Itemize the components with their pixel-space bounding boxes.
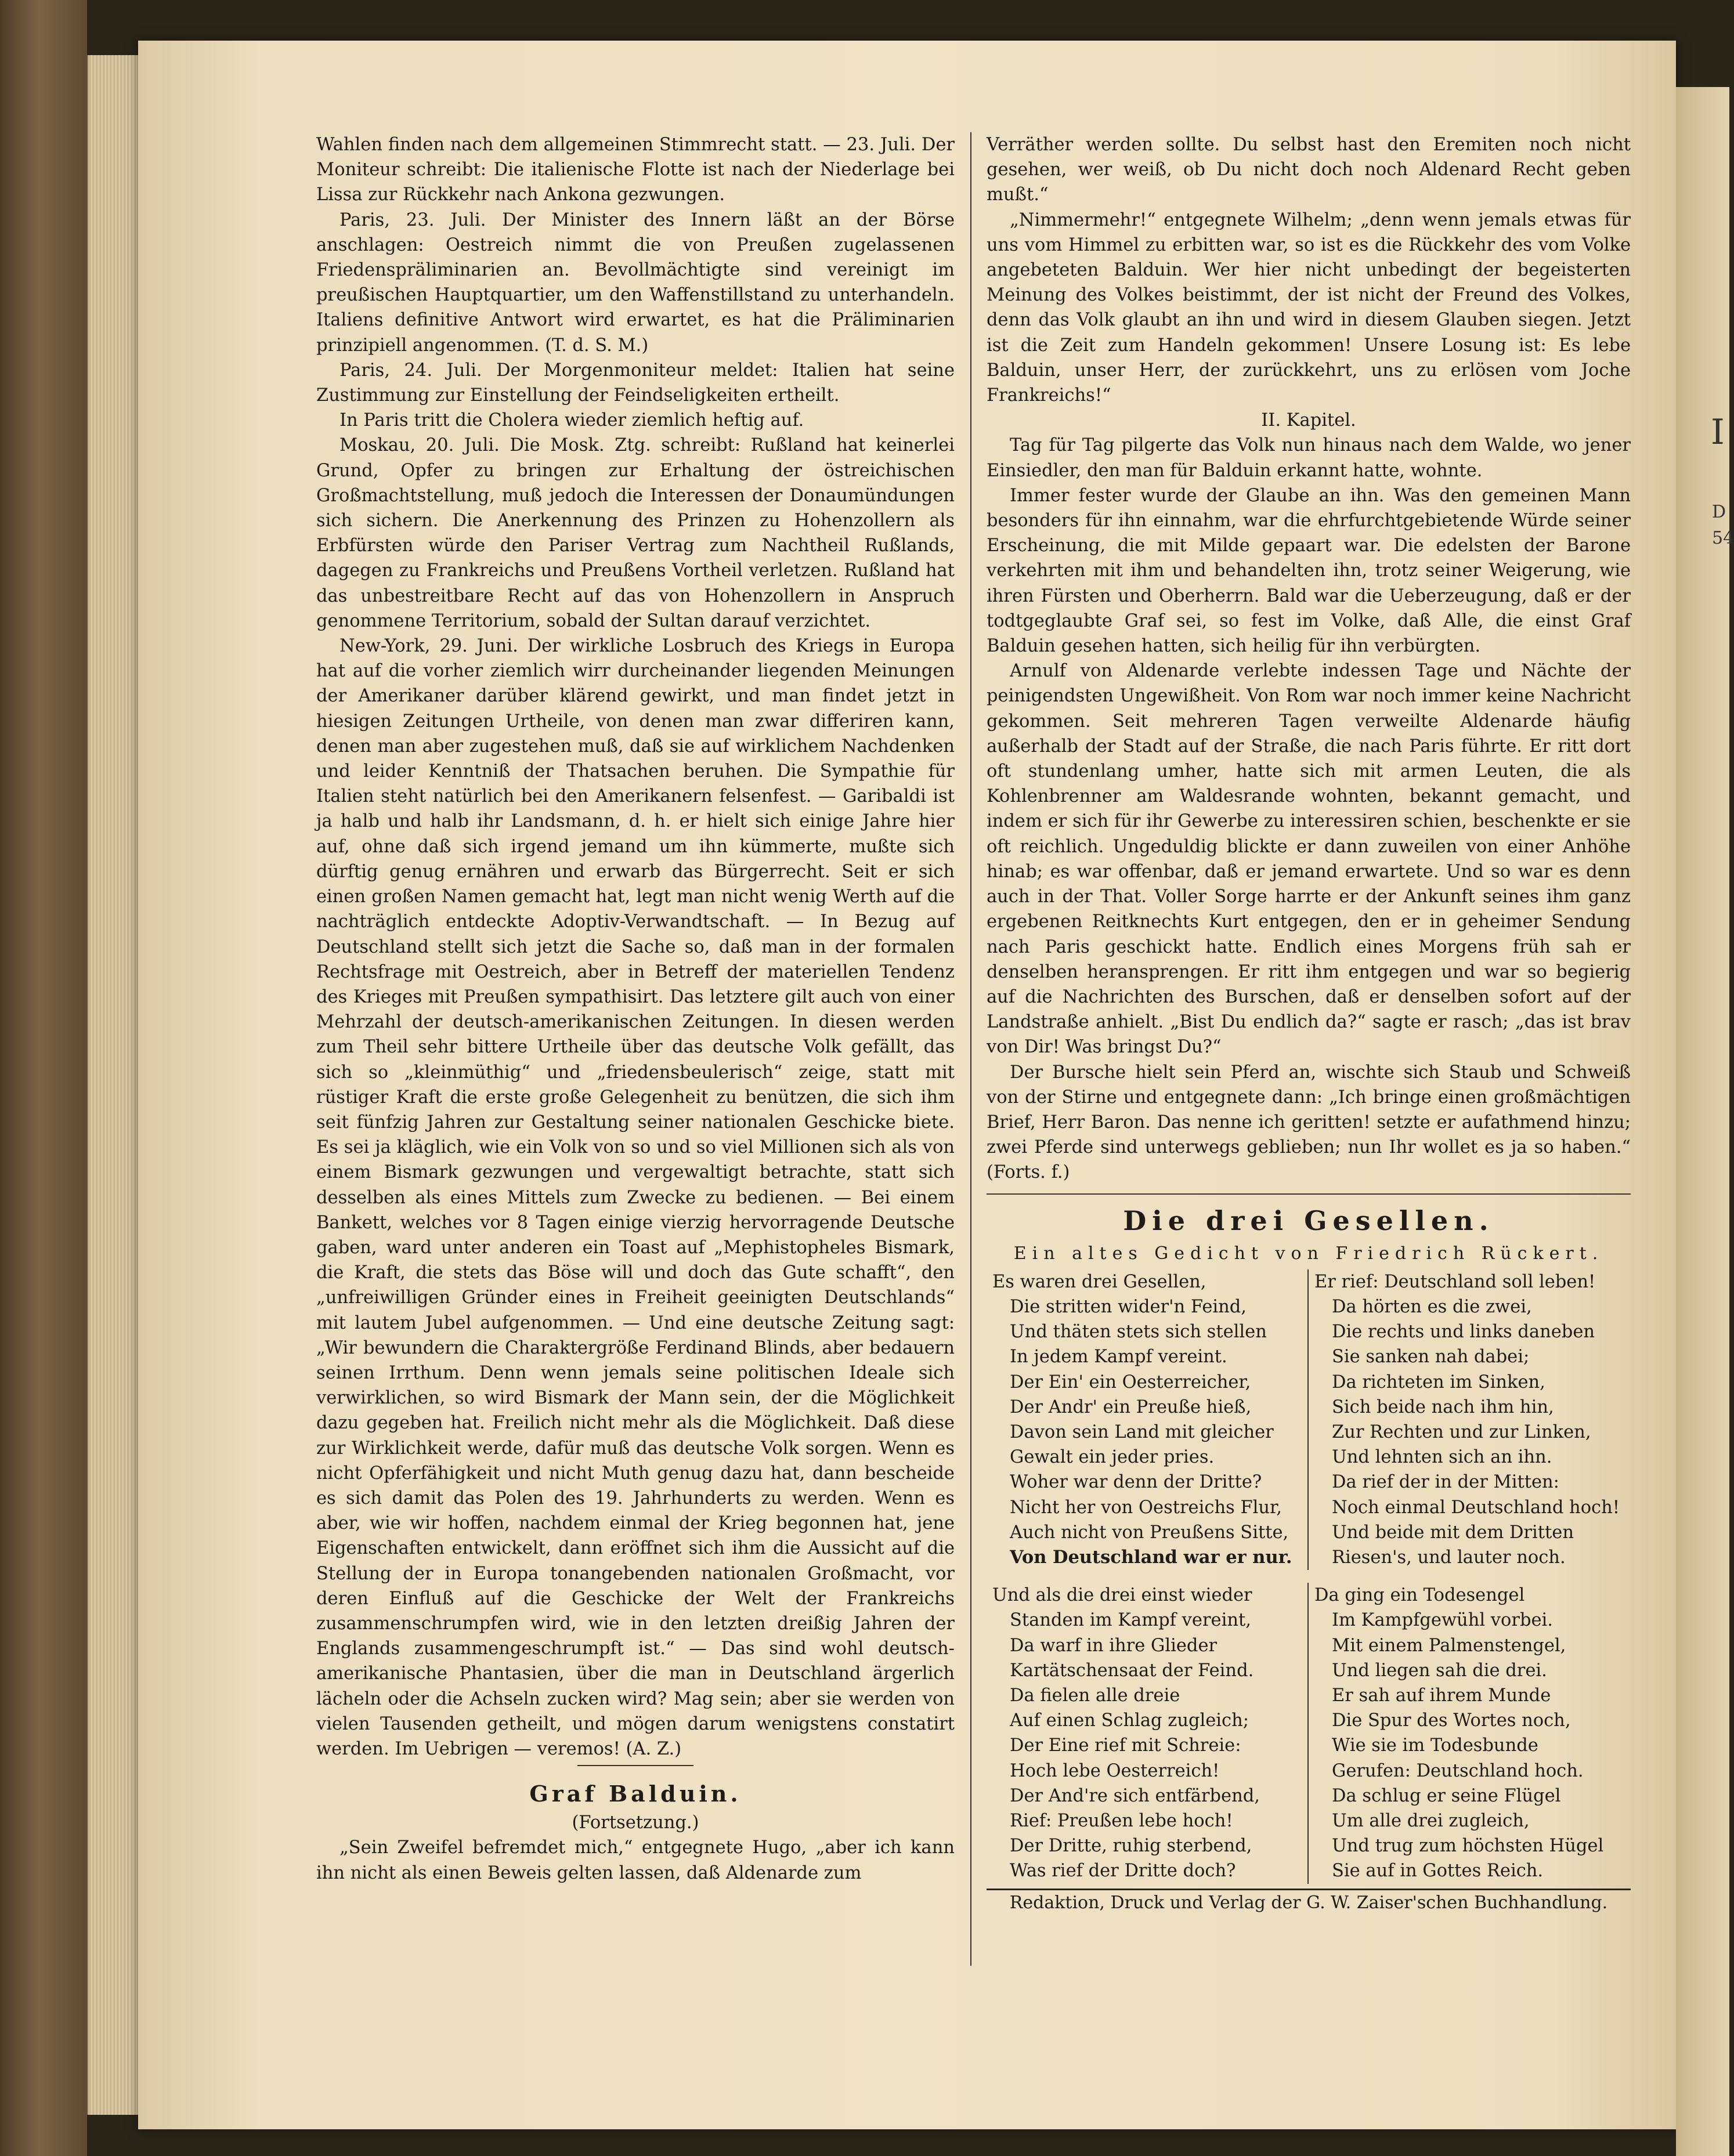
left-column [316, 132, 955, 1886]
story-wilhelm-paragraph: „Nimmermehr!“ entgegnete Wilhelm; „denn wenn jemals etwas für uns vom Himmel zu erbitten war, so ist es die Rückkehr des vom Volke angebeteten Balduin. Wer hier nicht unbedingt der begeisterten Meinung des Volkes beistimmt, der ist nicht der Freund des Volkes, denn das Volk glaubt an ihn und wird in diesem Glauben siegen. Jetzt ist die Zeit zum Handeln gekommen! Unsere Losung ist: Es lebe Balduin, unser Herr, der zurückkehrt, uns zu erlösen vom Joche Frankreichs!“ [987, 209, 1631, 406]
poem-line: Um alle drei zugleich, [1332, 1811, 1530, 1831]
poem-subtitle: Ein altes Gedicht von Friedrich Rückert. [1013, 1243, 1604, 1264]
poem-block-2 [987, 1583, 1631, 1883]
poem-line: Und trug zum höchsten Hügel [1332, 1836, 1604, 1857]
poem-line: Da schlug er seine Flügel [1332, 1785, 1561, 1806]
story-paragraph: „Sein Zweifel befremdet mich,“ entgegnete Hugo, „aber ich kann ihn nicht als einen Beweis gelten lassen, daß Aldenarde zum [316, 1837, 955, 1883]
poem-line: Gewalt ein jeder pries. [1010, 1447, 1215, 1468]
chapter-paragraph: Arnulf von Aldenarde verlebte indessen Tage und Nächte der peinigendsten Ungewißheit. Von Rom war noch immer keine Nachricht gekommen. Seit mehreren Tagen verweilte Aldenarde häufig außerhalb der Stadt auf der Straße, die nach Paris führte. Er ritt dort oft stundenlang umher, hatte sich mit armen Leuten, die als Kohlenbrenner am Waldesrande wohnten, bekannt gemacht, und indem er sich für ihr Gewerbe zu interessiren schien, beschenkte er sie oft reichlich. Ungeduldig blickte er dann zuweilen von einer Anhöhe hinab; es war offenbar, daß er jemand erwartete. Und so war es denn auch in der That. Voller Sorge harrte er der Ankunft seines ihm ganz ergebenen Reitknechts Kurt entgegen, den er in geheimer Sendung nach Paris geschickt hatte. Endlich eines Morgens früh sah er denselben heransprengen. Er ritt ihm entgegen und war so begierig auf die Nachrichten des Burschen, daß er denselben sofort auf der Landstraße anhielt. „Bist Du endlich da?“ sagte er rasch; „das ist brav von Dir! Was bringst Du?“ [987, 661, 1631, 1058]
poem-line: Auch nicht von Preußens Sitte, [1010, 1522, 1289, 1543]
poem-line: Und lehnten sich an ihn. [1332, 1447, 1552, 1468]
poem-line: Die Spur des Wortes noch, [1332, 1710, 1571, 1731]
news-item-new-york: New-York, 29. Juni. Der wirkliche Losbruch des Kriegs in Europa hat auf die vorher ziemlich wirr durcheinander liegenden Meinungen der Amerikaner darüber klärend gewirkt, und man findet jetzt in hiesigen Zeitungen Urtheile, von denen man zwar differiren kann, denen man aber zugestehen muß, daß sie auf wirklichem Nachdenken und leider Kenntniß der Thatsachen beruhen. Die Sympathie für Italien steht natürlich bei den Amerikanern felsenfest. — Garibaldi ist ja halb und halb ihr Landsmann, d. h. er hielt sich einige Jahre hier auf, ohne daß sich irgend jemand um ihn kümmerte, mußte sich dürftig genug ernähren und erwarb das Bürgerrecht. Seit er sich einen großen Namen gemacht hat, legt man nicht wenig Werth auf die nachträglich entdeckte Adoptiv-Verwandtschaft. — In Bezug auf Deutschland stellt sich jetzt die Sache so, daß man in der formalen Rechtsfrage mit Oestreich, aber in Betreff der materiellen Tendenz des Krieges mit Preußen sympathisirt. Das letztere gilt auch von einer Mehrzahl der deutsch-amerikanischen Zeitungen. In diesen werden zum Theil sehr bittere Urtheile über das deutsche Volk gefällt, das sich so „kleinmüthig“ und „friedensbeulerisch“ zeige, statt mit rüstiger Kraft die erste große Gelegenheit zu benützen, die sich ihm seit fünfzig Jahren zur Gestaltung seiner nationalen Geschicke biete. Es sei ja kläglich, wie ein Volk von so und so viel Millionen sich als von einem Bismark gezwungen und vergewaltigt betrachte, statt sich desselben als eines Mittels zum Zwecke zu bedienen. — Bei einem Bankett, welches vor 8 Tagen einige vierzig hervorragende Deutsche gaben, ward unter anderen ein Toast auf „Mephistopheles Bismark, die Kraft, die stets das Böse will und doch das Gute schafft“, den „unfreiwilligen Gründer eines in Freiheit geeinigten Deutschlands“ mit lautem Jubel aufgenommen. — Und eine deutsche Zeitung sagt: „Wir bewundern die Charaktergröße Ferdinand Blinds, aber bedauern seinen Irrthum. Denn wenn jemals seine politischen Ideale sich verwirklichen, so wird Bismark der Mann sein, der die Möglichkeit dazu gegeben hat. Freilich nicht mehr als die Möglichkeit. Daß diese zur Wirklichkeit werde, dafür muß das deutsche Volk sorgen. Wenn es nicht Opferfähigkeit und nicht Muth genug dazu hat, dann bescheide es sich damit das Polen des 19. Jahrhunderts zu werden. Wenn es aber, wie wir hoffen, nachdem einmal der Krieg begonnen hat, jene Eigenschaften entwickelt, dann eröffnet sich ihm die Aussicht auf die Stellung der in Europa tonangebenden nationalen Großmacht, vor deren Einfluß auf die Geschicke der Welt der Frankreichs zusammenschrumpfen wird, wie in den letzten dreißig Jahren der Englands zusammengeschrumpft ist.“ — Das sind wohl deutsch-amerikanische Phantasien, über die man in Deutschland ärgerlich lächeln oder die Achseln zucken wird? Mag sein; aber sie werden von vielen Tausenden getheilt, und mögen darum wenigstens constatirt werden. Im Uebrigen — veremos! (A. Z.) [316, 636, 955, 1759]
news-item-paris-24: Paris, 24. Juli. Der Morgenmoniteur meldet: Italien hat seine Zustimmung zur Einstellung der Feindseligkeiten ertheilt. [316, 360, 955, 406]
imprint: Redaktion, Druck und Verlag der G. W. Zaiser'schen Buchhandlung. [1009, 1892, 1608, 1913]
poem-line: Da hörten es die zwei, [1332, 1296, 1532, 1317]
book-spine [0, 0, 87, 2156]
poem-divider [1307, 1269, 1309, 1570]
poem-block-1 [987, 1269, 1631, 1570]
poem-line: Und thäten stets sich stellen [1010, 1322, 1267, 1343]
poem-line: Er sah auf ihrem Munde [1332, 1685, 1551, 1706]
story-continued: (Fortsetzung.) [572, 1813, 699, 1833]
poem-line: Gerufen: Deutschland hoch. [1332, 1760, 1584, 1781]
poem-line: Da richteten im Sinken, [1332, 1372, 1545, 1392]
facing-page-edge [1676, 87, 1734, 2156]
right-column [987, 132, 1631, 1915]
chapter-paragraph: Der Bursche hielt sein Pferd an, wischte sich Staub und Schweiß von der Stirne und entgegnete dann: „Ich bringe einen großmächtigen Brief, Herr Baron. Das nenne ich geritten! setzte er aufathmend hinzu; zwei Pferde sind unterwegs geblieben; nun Ihr wollet es ja so haben.“ (Forts. f.) [987, 1062, 1631, 1183]
news-item-cholera: In Paris tritt die Cholera wieder ziemlich heftig auf. [339, 410, 804, 431]
poem-line: Er rief: Deutschland soll leben! [1314, 1271, 1596, 1292]
poem-stanza-left-1 [987, 1269, 1309, 1570]
chapter-paragraph: Tag für Tag pilgerte das Volk nun hinaus nach dem Walde, wo jener Einsiedler, den man für Balduin erkannt hatte, wohnte. [987, 435, 1631, 481]
chapter-heading: II. Kapitel. [1261, 410, 1356, 431]
poem-line: Da ging ein Todesengel [1314, 1585, 1525, 1606]
poem-line: Sich beide nach ihm hin, [1332, 1397, 1554, 1417]
poem-line: Von Deutschland war er nur. [1010, 1546, 1292, 1568]
poem-line: Woher war denn der Dritte? [1010, 1472, 1262, 1493]
poem-line: In jedem Kampf vereint. [1010, 1347, 1227, 1368]
chapter-paragraph: Immer fester wurde der Glaube an ihn. Was den gemeinen Mann besonders für ihn einnahm, war die ehrfurchtgebietende Würde seiner Erscheinung, die mit Milde gepaart war. Die edelsten der Barone verkehrten mit ihm und behandelten ihn, trotz seiner Weigerung, wie ihren Fürsten und Oberherrn. Bald war die Ueberzeugung, daß er der todtgeglaubte Graf sei, so fest im Volke, daß Alle, die einst Graf Balduin gesehen hatten, sich heilig für ihn verbürgten. [987, 485, 1631, 657]
column-divider [970, 132, 971, 1966]
news-item-moskau: Moskau, 20. Juli. Die Mosk. Ztg. schreibt: Rußland hat keinerlei Grund, Opfer zu bringen zur Erhaltung der östreichischen Großmachtstellung, muß jedoch die Interessen der Donaumündungen sich sichern. Die Anerkennung des Prinzen zu Hohenzollern als Erbfürsten würde den Pariser Vertrag zum Nachtheil Rußlands, dagegen zu Frankreichs und Preußens Vortheil verletzen. Rußland hat das unbestreitbare Recht auf das von Hohenzollern in Anspruch genommene Territorium, sobald der Sultan darauf verzichtet. [316, 435, 955, 631]
poem-line: Der Eine rief mit Schreie: [1010, 1735, 1241, 1756]
facing-page-letter: I [1711, 412, 1725, 453]
poem-line: Die stritten wider'n Feind, [1010, 1296, 1247, 1317]
poem-divider [1307, 1583, 1309, 1883]
poem-line: Wie sie im Todesbunde [1332, 1735, 1538, 1756]
poem-line: Hoch lebe Oesterreich! [1010, 1760, 1220, 1781]
poem-line: Der Dritte, ruhig sterbend, [1010, 1836, 1252, 1857]
poem-line: Der Ein' ein Oesterreicher, [1010, 1372, 1251, 1392]
poem-line: Die rechts und links daneben [1332, 1322, 1595, 1343]
poem-line: Sie auf in Gottes Reich. [1332, 1861, 1544, 1882]
story-continuation-paragraph: Verräther werden sollte. Du selbst hast den Eremiten noch nicht gesehen, wer weiß, ob Du nicht doch noch Aldenard Recht geben mußt.“ [987, 135, 1631, 205]
poem-stanza-left-2 [987, 1583, 1309, 1883]
poem-line: Und als die drei einst wieder [992, 1585, 1252, 1606]
poem-line: Da rief der in der Mitten: [1332, 1472, 1559, 1493]
poem-stanza-right-2 [1309, 1583, 1631, 1883]
poem-line: Standen im Kampf vereint, [1010, 1610, 1251, 1631]
poem-line: Der And're sich entfärbend, [1010, 1785, 1260, 1806]
poem-line: Und beide mit dem Dritten [1332, 1522, 1574, 1543]
news-paragraph-continuation: Wahlen finden nach dem allgemeinen Stimmrecht statt. — 23. Juli. Der Moniteur schreibt: Die italienische Flotte ist nach der Niederlage bei Lissa zur Rückkehr nach Ankona gezwungen. [316, 135, 955, 205]
poem-line: Nicht her von Oestreichs Flur, [1010, 1497, 1282, 1518]
poem-line: Auf einen Schlag zugleich; [1010, 1710, 1249, 1731]
poem-line: Und liegen sah die drei. [1332, 1660, 1547, 1681]
poem-line: Da fielen alle dreie [1010, 1685, 1180, 1706]
section-rule [577, 1765, 693, 1766]
story-title: Graf Balduin. [529, 1781, 742, 1807]
poem-line: Noch einmal Deutschland hoch! [1332, 1497, 1620, 1518]
poem-stanza-right-1 [1309, 1269, 1631, 1570]
poem-line: Davon sein Land mit gleicher [1010, 1421, 1274, 1442]
poem-line: Der Andr' ein Preuße hieß, [1010, 1397, 1252, 1417]
poem-line: Rief: Preußen lebe hoch! [1010, 1811, 1233, 1831]
poem-line: Riesen's, und lauter noch. [1332, 1547, 1566, 1568]
poem-line: Es waren drei Gesellen, [992, 1271, 1206, 1292]
facing-page-text-2: 54 [1712, 528, 1734, 548]
poem-top-rule [987, 1193, 1631, 1195]
poem-line: Mit einem Palmenstengel, [1332, 1635, 1566, 1656]
news-item-paris-23: Paris, 23. Juli. Der Minister des Innern läßt an der Börse anschlagen: Oestreich nimmt die von Preußen zugelassenen Friedenspräliminarien an. Bevollmächtigte sind vereinigt im preußischen Hauptquartier, um den Waffenstillstand zu unterhandeln. Italiens definitive Antwort wird erwartet, es hat die Präliminarien prinzipiell angenommen. (T. d. S. M.) [316, 209, 955, 356]
poem-line: Kartätschensaat der Feind. [1010, 1660, 1254, 1681]
facing-page-text-1: D [1712, 502, 1726, 522]
poem-title: Die drei Gesellen. [1123, 1204, 1494, 1236]
poem-line: Zur Rechten und zur Linken, [1332, 1421, 1591, 1442]
poem-line: Da warf in ihre Glieder [1010, 1635, 1218, 1656]
poem-line: Im Kampfgewühl vorbei. [1332, 1610, 1553, 1631]
poem-line: Sie sanken nah dabei; [1332, 1347, 1530, 1368]
page-stack-edge [87, 55, 140, 2115]
poem-line: Was rief der Dritte doch? [1010, 1861, 1236, 1882]
